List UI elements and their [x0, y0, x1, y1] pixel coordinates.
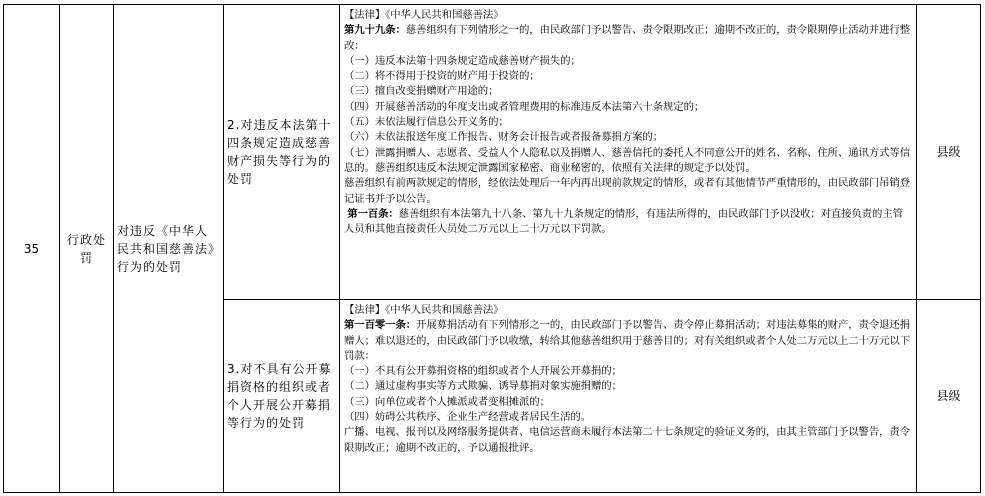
- category-cell: 行政处罚: [60, 5, 114, 493]
- table-row: [4, 5, 981, 300]
- level-cell: 县级: [917, 5, 981, 300]
- law-basis-cell: [340, 300, 917, 493]
- clause-item: （五）未依法履行信息公开义务的；: [344, 116, 509, 129]
- article-paragraph: 慈善组织有前两款规定的情形，经依法处理后一年内再出现前款规定的情形，或者有其他情节严重情形的，由民政部门吊销登记证书并予以公告。: [344, 177, 910, 205]
- clause-item: （一）违反本法第十四条规定造成慈善财产损失的；: [344, 54, 581, 67]
- clause-item: （四）妨碍公共秩序、企业生产经营或者居民生活的。: [344, 411, 591, 424]
- matter-cell: 对违反《中华人民共和国慈善法》行为的处罚: [114, 5, 224, 493]
- subitem-title: 2.对违反本法第十四条规定造成慈善财产损失等行为的处罚: [224, 5, 340, 300]
- clause-item: （六）未依法报送年度工作报告、财务会计报告或者报备募捐方案的；: [344, 131, 664, 144]
- article-heading: 第一百零一条：: [344, 319, 417, 332]
- level-cell: 县级: [917, 300, 981, 493]
- article-paragraph: 广播、电视、报刊以及网络服务提供者、电信运营商未履行本法第二十七条规定的验证义务的，由其主管部门予以警告，责令限期改正；逾期不改正的，予以通报批评。: [344, 426, 910, 454]
- row-number: 35: [4, 5, 60, 493]
- subitem-title: 3.对不具有公开募捐资格的组织或者个人开展公开募捐等行为的处罚: [224, 300, 340, 493]
- clause-item: （三）向单位或者个人摊派或者变相摊派的；: [344, 395, 550, 408]
- clause-item: （三）擅自改变捐赠财产用途的；: [344, 85, 499, 98]
- clause-item: （一）不具有公开募捐资格的组织或者个人开展公开募捐的；: [344, 365, 622, 378]
- clause-item: （二）将不得用于投资的财产用于投资的；: [344, 70, 540, 83]
- law-title: 【法律】《中华人民共和国慈善法》: [344, 304, 504, 316]
- article-99: [344, 23, 912, 54]
- article-101: [344, 318, 912, 364]
- article-heading: 第一百条：: [347, 207, 399, 220]
- article-text: 慈善组织有本法第九十八条、第九十九条规定的情形，有违法所得的，由民政部门予以没收；对直接负责的主管人员和其他直接责任人员处二万元以上二十万元以下罚款。: [344, 207, 903, 236]
- law-title: 【法律】《中华人民共和国慈善法》: [344, 9, 504, 21]
- article-100: [344, 207, 912, 238]
- law-basis-cell: [340, 5, 917, 300]
- clause-item: （七）泄露捐赠人、志愿者、受益人个人隐私以及捐赠人、慈善信托的委托人不同意公开的姓名、名称、住所、通讯方式等信息的。慈善组织违反本法规定泄露国家秘密、商业秘密的，依照有关法律的规定予以处罚。: [344, 146, 910, 174]
- clause-item: （二）通过虚构事实等方式欺骗、诱导募捐对象实施捐赠的；: [344, 380, 622, 393]
- punishment-table: [3, 4, 981, 493]
- article-text: 开展募捐活动有下列情形之一的，由民政部门予以警告、责令停止募捐活动；对违法募集的财产，责令退还捐赠人；难以退还的，由民政部门予以收缴，转给其他慈善组织用于慈善目的；对有关组织或者个人处二万元以上二十万元以下罚款：: [344, 319, 910, 362]
- clause-item: （四）开展慈善活动的年度支出或者管理费用的标准违反本法第六十条规定的；: [344, 100, 705, 113]
- article-text: 慈善组织有下列情形之一的，由民政部门予以警告、责令限期改正；逾期不改正的，责令限期停止活动并进行整改：: [344, 24, 910, 52]
- article-heading: 第九十九条：: [344, 24, 406, 37]
